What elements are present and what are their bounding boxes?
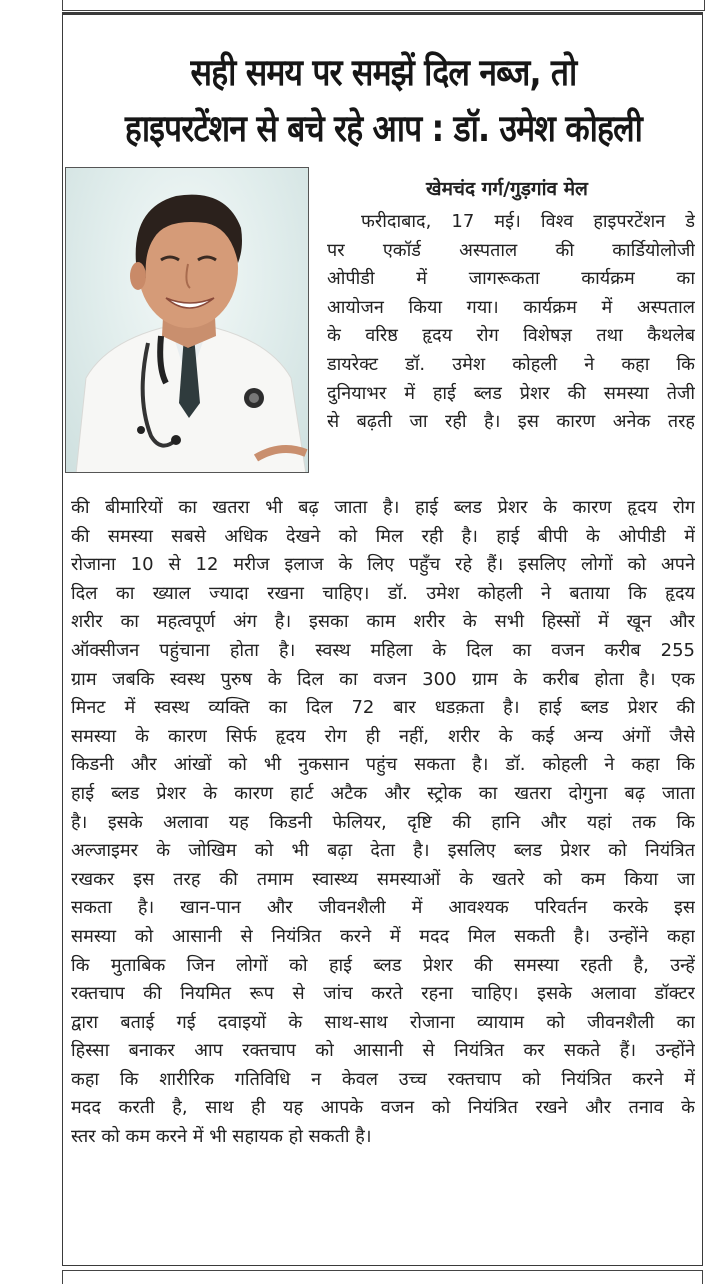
- body-line: के वरिष्ठ हृदय रोग विशेषज्ञ तथा कैथलेब: [327, 325, 695, 347]
- body-line: समस्या को आसानी से नियंत्रित करने में मदद मिल सकती है। उन्होंने कहा: [71, 925, 695, 947]
- article-body-full-width: [71, 494, 695, 1152]
- body-line: ग्राम जबकि स्वस्थ पुरुष के दिल का वजन 300 ग्राम के करीब होता है। एक: [71, 668, 695, 690]
- body-line: स्तर को कम करने में भी सहायक हो सकती है।: [71, 1126, 372, 1148]
- body-line: रक्तचाप की नियमित रूप से जांच करते रहना चाहिए। इसके अलावा डॉक्टर: [71, 983, 695, 1005]
- body-line: रखकर इस तरह की तमाम स्वास्थ्य समस्याओं के खतरे को कम किया जा: [71, 868, 695, 890]
- body-line: सकता है। खान-पान और जीवनशैली में आवश्यक परिवर्तन करके इस: [71, 897, 695, 919]
- body-line: कहा कि शारीरिक गतिविधि न केवल उच्च रक्तचाप को नियंत्रित करने में: [71, 1068, 695, 1090]
- headline: [108, 45, 659, 157]
- body-line: हाई ब्लड प्रेशर के कारण हार्ट अटैक और स्ट्रोक का खतरा दोगुना बढ़ जाता: [71, 782, 695, 804]
- body-line: ऑक्सीजन पहुंचाना होता है। स्वस्थ महिला के दिल का वजन करीब 255: [71, 639, 695, 661]
- body-line: शरीर का महत्वपूर्ण अंग है। इसका काम शरीर के सभी हिस्सों में खून और: [71, 611, 695, 633]
- body-line: किडनी और आंखों को भी नुकसान पहुंच सकता है। डॉ. कोहली ने कहा कि: [71, 754, 695, 776]
- article-body-right-column: [327, 208, 695, 437]
- body-line: की बीमारियों का खतरा भी बढ़ जाता है। हाई ब्लड प्रेशर के कारण हृदय रोग: [71, 497, 695, 518]
- body-line: रोजाना 10 से 12 मरीज इलाज के लिए पहुँच रहे हैं। इसलिए लोगों को अपने: [71, 554, 695, 576]
- body-line: से बढ़ती जा रही है। इस कारण अनेक तरह: [327, 411, 695, 433]
- body-line: पर एकॉर्ड अस्पताल की कार्डियोलोजी: [327, 239, 695, 261]
- news-article: [62, 12, 703, 1266]
- body-line: डायरेक्ट डॉ. उमेश कोहली ने कहा कि: [327, 353, 695, 375]
- body-line: हिस्सा बनाकर आप रक्तचाप को आसानी से नियंत्रित कर सकते हैं। उन्होंने: [71, 1040, 695, 1062]
- doctor-portrait-icon: [66, 168, 309, 473]
- next-article-edge: [62, 1270, 703, 1284]
- byline: खेमचंद गर्ग/गुड़गांव मेल: [426, 178, 588, 200]
- body-line: दिल का ख्याल ज्यादा रखना चाहिए। डॉ. उमेश कोहली ने बताया कि हृदय: [71, 582, 695, 604]
- headline-line-1: सही समय पर समझें दिल नब्ज, तो: [190, 51, 577, 94]
- body-line: समस्या के कारण सिर्फ हृदय रोग ही नहीं, शरीर के कई अन्य अंगों जैसे: [71, 725, 695, 747]
- doctor-photo: [65, 167, 309, 473]
- headline-line-2: हाइपरटेंशन से बचे रहे आप : डॉ. उमेश कोहली: [124, 107, 643, 150]
- previous-article-edge: [62, 0, 705, 11]
- body-line: मिनट में स्वस्थ व्यक्ति का दिल 72 बार धडक़ता है। हाई ब्लड प्रेशर की: [71, 697, 695, 719]
- body-line: है। इसके अलावा यह किडनी फेलियर, दृष्टि की हानि और यहां तक कि: [71, 811, 695, 833]
- body-line: अल्जाइमर के जोखिम को भी बढ़ा देता है। इसलिए ब्लड प्रेशर को नियंत्रित: [71, 840, 695, 862]
- body-line: फरीदाबाद, 17 मई। विश्व हाइपरटेंशन डे: [361, 211, 695, 232]
- body-line: मदद करती है, साथ ही यह आपके वजन को नियंत्रित रखने और तनाव के: [71, 1097, 695, 1119]
- body-line: ओपीडी में जागरूकता कार्यक्रम का: [327, 268, 695, 290]
- body-line: कि मुताबिक जिन लोगों को हाई ब्लड प्रेशर की समस्या रहती है, उन्हें: [71, 954, 695, 976]
- body-line: द्वारा बताई गई दवाइयों के साथ-साथ रोजाना व्यायाम को जीवनशैली का: [71, 1011, 695, 1033]
- body-line: दुनियाभर में हाई ब्लड प्रेशर की समस्या तेजी: [327, 382, 695, 404]
- body-line: आयोजन किया गया। कार्यक्रम में अस्पताल: [327, 296, 695, 318]
- body-line: की समस्या सबसे अधिक देखने को मिल रही है। हाई बीपी के ओपीडी में: [71, 525, 695, 547]
